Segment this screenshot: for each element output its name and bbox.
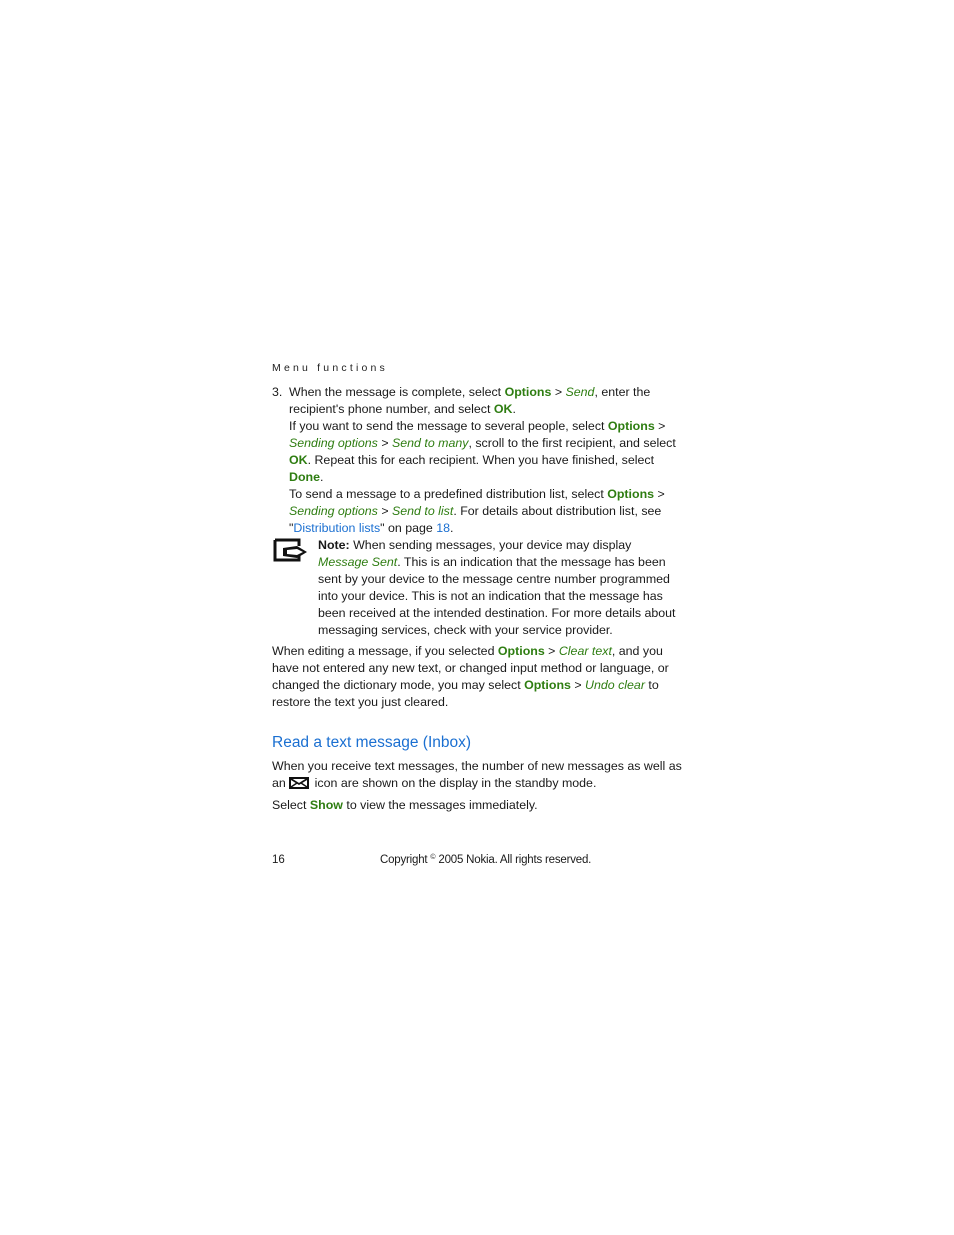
- send-to-many-item: Send to many: [392, 436, 469, 450]
- note-text: Note: When sending messages, your device may display Message Sent. This is an indication that the message has been sent by your device to the message centre number programmed into your device. This is not an indication that the message has been received at the intended destination. For more details about messaging services, check with your service provider.: [318, 538, 676, 637]
- step-3: 3. When the message is complete, select Options > Send, enter the recipient's phone number, and select OK.: [272, 385, 651, 416]
- section-header: Menu functions: [272, 362, 389, 374]
- page-18-link[interactable]: 18: [436, 521, 451, 535]
- ok-keyword: OK: [289, 453, 308, 467]
- send-to-list-item: Send to list: [392, 504, 454, 518]
- inbox-heading: Read a text message (Inbox): [272, 734, 472, 751]
- undo-clear-item: Undo clear: [585, 678, 645, 692]
- message-sent-text: Message Sent: [318, 555, 398, 569]
- sending-options-item: Sending options: [289, 436, 378, 450]
- note-pencil-icon: [273, 537, 309, 563]
- page-content: [272, 384, 684, 819]
- step-number: 3.: [272, 385, 283, 399]
- options-keyword: Options: [524, 678, 571, 692]
- distribution-lists-link[interactable]: Distribution lists: [293, 521, 381, 535]
- options-keyword: Options: [607, 419, 655, 433]
- options-keyword: Options: [607, 487, 655, 501]
- show-keyword: Show: [309, 798, 343, 812]
- copyright: Copyright © 2005 Nokia. All rights reserved.: [380, 854, 592, 866]
- page-number: 16: [272, 854, 285, 866]
- clear-text-item: Clear text: [558, 644, 612, 658]
- options-keyword: Options: [504, 385, 552, 399]
- sending-options-item: Sending options: [289, 504, 378, 518]
- note-block: [272, 537, 684, 639]
- send-to-list-paragraph: To send a message to a predefined distribution list, select Options > Sending options > Send to list. For details about distribution list, see "Distribution lists" on page 18.: [289, 487, 665, 535]
- send-menu-item: Send: [565, 385, 595, 399]
- editing-paragraph: When editing a message, if you selected Options > Clear text, and you have not entered any new text, or changed input method or language, or changed the dictionary mode, you may select Options > Undo clear to restore the text you just cleared.: [272, 644, 669, 709]
- options-keyword: Options: [497, 644, 545, 658]
- envelope-icon: [289, 777, 309, 789]
- inbox-paragraph: When you receive text messages, the number of new messages as well as an icon are shown on the display in the standby mode.: [272, 759, 682, 790]
- show-paragraph: Select Show to view the messages immediately.: [272, 798, 538, 812]
- done-keyword: Done: [289, 470, 320, 484]
- ok-keyword: OK: [493, 402, 513, 416]
- note-label: Note:: [318, 538, 350, 552]
- send-to-many-paragraph: If you want to send the message to several people, select Options > Sending options > Send to many, scroll to the first recipient, and select OK. Repeat this for each recipient. When you have finished, select Done.: [289, 419, 676, 484]
